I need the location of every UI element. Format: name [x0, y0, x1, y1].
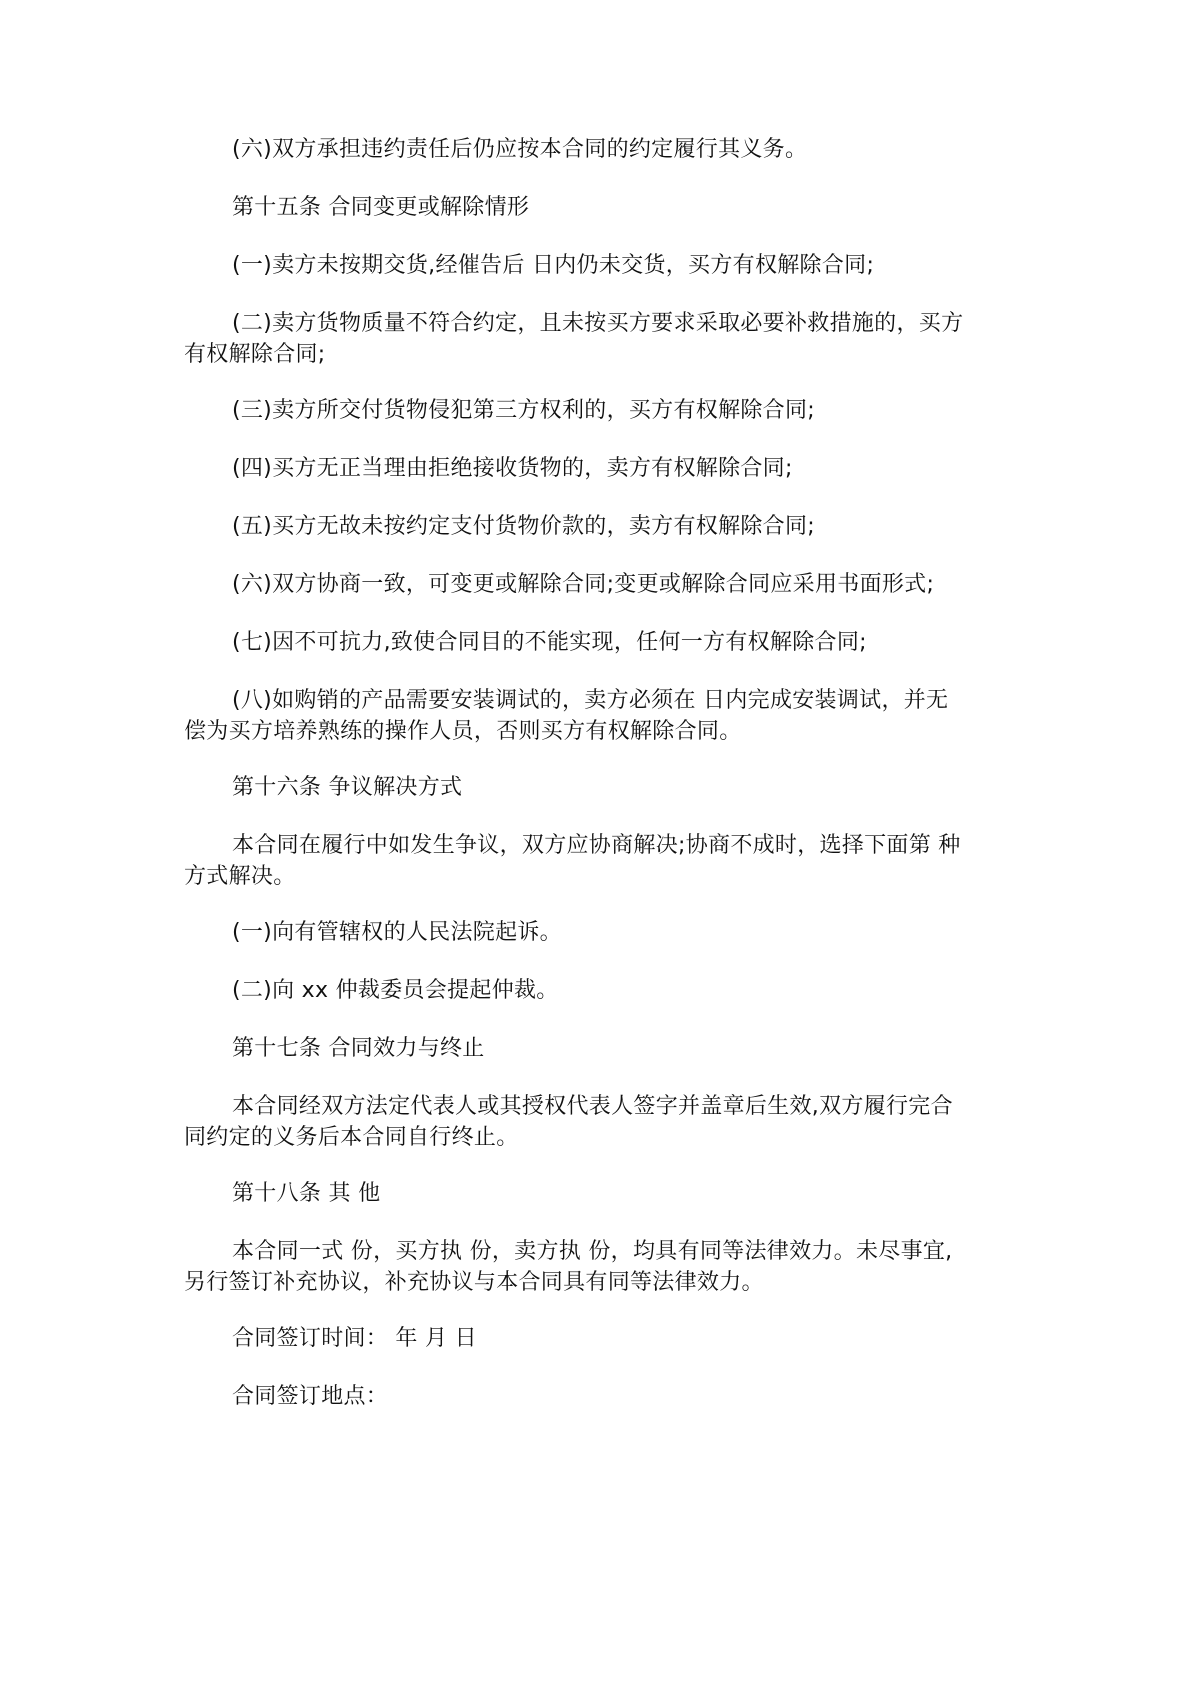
paragraph-line: (八)如购销的产品需要安装调试的，卖方必须在 日内完成安装调试，并无: [232, 688, 949, 713]
paragraph-item-2: [184, 308, 1026, 370]
paragraph-item-8: [184, 685, 1026, 747]
paragraph-line: 合同签订地点：: [232, 1384, 389, 1409]
paragraph-option-1: [184, 917, 1026, 948]
heading-text: 第十五条 合同变更或解除情形: [232, 195, 530, 220]
paragraph-line: 同约定的义务后本合同自行终止。: [184, 1125, 519, 1150]
paragraph-item-4: [184, 453, 1026, 484]
paragraph-effect-termination: [184, 1091, 1026, 1153]
paragraph-line: 另行签订补充协议，补充协议与本合同具有同等法律效力。: [184, 1270, 764, 1295]
paragraph-line: (三)卖方所交付货物侵犯第三方权利的，买方有权解除合同;: [232, 398, 815, 423]
section-heading-article-17: [184, 1033, 1026, 1064]
paragraph-line: (四)买方无正当理由拒绝接收货物的，卖方有权解除合同;: [232, 456, 793, 481]
section-heading-article-16: [184, 772, 1026, 803]
paragraph-line: 本合同经双方法定代表人或其授权代表人签字并盖章后生效,双方履行完合: [232, 1094, 953, 1119]
paragraph-item-1: [184, 250, 1026, 281]
paragraph-line: 偿为买方培养熟练的操作人员，否则买方有权解除合同。: [184, 719, 742, 744]
paragraph-clause-6-obligations: [184, 134, 1026, 165]
signing-place-line: [184, 1381, 1026, 1412]
heading-text: 第十八条 其 他: [232, 1181, 381, 1206]
paragraph-item-7: [184, 627, 1026, 658]
paragraph-line: 有权解除合同;: [184, 342, 326, 367]
paragraph-dispute-resolution: [184, 830, 1026, 892]
paragraph-option-2: [184, 975, 1026, 1006]
section-heading-article-18: [184, 1178, 1026, 1209]
paragraph-line: 方式解决。: [184, 864, 296, 889]
paragraph-line: (五)买方无故未按约定支付货物价款的，卖方有权解除合同;: [232, 514, 815, 539]
paragraph-line: (二)卖方货物质量不符合约定，且未按买方要求采取必要补救措施的，买方: [232, 311, 964, 336]
paragraph-line: (一)向有管辖权的人民法院起诉。: [232, 920, 562, 945]
paragraph-item-3: [184, 395, 1026, 426]
paragraph-line: (一)卖方未按期交货,经催告后 日内仍未交货，买方有权解除合同;: [232, 253, 875, 278]
signing-date-line: [184, 1323, 1026, 1354]
paragraph-line: 本合同在履行中如发生争议，双方应协商解决;协商不成时，选择下面第 种: [232, 833, 961, 858]
paragraph-line: (六)双方承担违约责任后仍应按本合同的约定履行其义务。: [232, 137, 808, 162]
paragraph-line: 本合同一式 份，买方执 份，卖方执 份，均具有同等法律效力。未尽事宜,: [232, 1239, 953, 1264]
paragraph-item-6: [184, 569, 1026, 600]
section-heading-article-15: [184, 192, 1026, 223]
paragraph-line: (二)向 xx 仲裁委员会提起仲裁。: [232, 978, 559, 1003]
paragraph-copies: [184, 1236, 1026, 1298]
paragraph-line: 合同签订时间： 年 月 日: [232, 1326, 477, 1351]
heading-text: 第十七条 合同效力与终止: [232, 1036, 485, 1061]
paragraph-line: (七)因不可抗力,致使合同目的不能实现，任何一方有权解除合同;: [232, 630, 867, 655]
paragraph-line: (六)双方协商一致，可变更或解除合同;变更或解除合同应采用书面形式;: [232, 572, 935, 597]
heading-text: 第十六条 争议解决方式: [232, 775, 463, 800]
paragraph-item-5: [184, 511, 1026, 542]
